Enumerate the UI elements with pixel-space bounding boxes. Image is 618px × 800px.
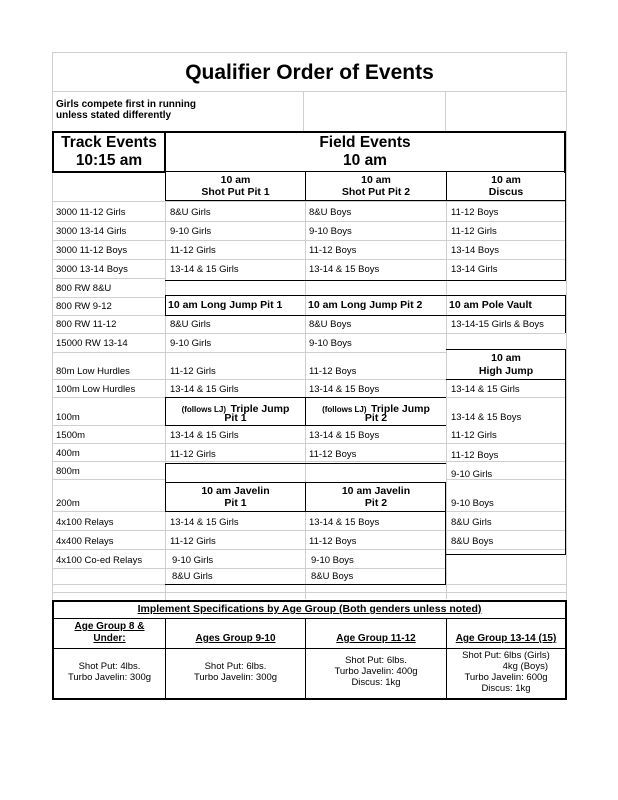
javelin-1-entry: 11-12 Girls	[170, 536, 216, 547]
triple-jump-1-follows: (follows LJ)	[181, 405, 227, 414]
specs-group-details	[54, 661, 165, 683]
triple-jump-1-entry: 13-14 & 15 Girls	[170, 430, 239, 441]
spec-line: 4kg (Boys)	[502, 661, 548, 672]
javelin-1-entry: 13-14 & 15 Girls	[170, 517, 239, 528]
high-jump-entry: 8&U Boys	[451, 536, 494, 547]
triple-jump-2-pit: Pit 2	[364, 412, 388, 424]
shot-put-2-entry: 8&U Boys	[309, 207, 352, 218]
field-events-heading: Field Events	[319, 134, 411, 151]
spec-line: Turbo Javelin: 600g	[464, 672, 548, 683]
discus-title: Discus	[488, 186, 524, 198]
spec-line: Turbo Javelin: 300g	[193, 672, 278, 683]
track-event: 800 RW 11-12	[56, 319, 117, 330]
high-jump-entry: 9-10 Boys	[451, 498, 494, 509]
spec-line: Turbo Javelin: 400g	[334, 666, 418, 677]
high-jump-title: High Jump	[478, 365, 534, 377]
discus-entry: 13-14 Boys	[451, 245, 500, 256]
discus-entry: 11-12 Boys	[451, 207, 499, 218]
triple-jump-2-title: Triple Jump	[370, 403, 430, 415]
track-event: 200m	[56, 498, 80, 509]
track-event: 3000 13-14 Girls	[56, 226, 127, 237]
specs-group-details	[306, 655, 446, 688]
long-jump-2-entry: 13-14 & 15 Boys	[309, 384, 380, 395]
specs-title: Implement Specifications by Age Group (Both genders unless noted)	[137, 603, 482, 615]
shot-put-2-time: 10 am	[361, 174, 391, 186]
specs-group-header	[54, 621, 165, 644]
track-events-heading: Track Events	[61, 134, 157, 151]
javelin-2-entry: 9-10 Boys	[311, 555, 354, 566]
long-jump-1-entry: 8&U Girls	[170, 319, 211, 330]
high-jump-entry: 8&U Girls	[451, 517, 492, 528]
specs-group-header: Age Group 13-14 (15)	[455, 633, 557, 644]
track-event: 100m Low Hurdles	[56, 384, 136, 395]
track-event: 1500m	[56, 430, 86, 441]
track-event: 3000 11-12 Boys	[56, 245, 128, 256]
track-event: 15000 RW 13-14	[56, 338, 128, 349]
track-events-time: 10:15 am	[75, 152, 143, 169]
high-jump-entry: 13-14 & 15 Boys	[451, 412, 522, 423]
discus-time: 10 am	[491, 174, 521, 186]
long-jump-1-title: 10 am Long Jump Pit 1	[168, 299, 283, 311]
shot-put-1-title: Shot Put Pit 1	[201, 186, 270, 198]
shot-put-1-entry: 11-12 Girls	[170, 245, 216, 256]
javelin-2-entry: 8&U Boys	[311, 571, 354, 582]
note-line-2: unless stated differently	[56, 110, 172, 121]
javelin-1-pit: Pit 1	[224, 497, 247, 509]
track-event: 3000 13-14 Boys	[56, 264, 128, 275]
javelin-2-pit: Pit 2	[364, 497, 388, 509]
triple-jump-2-follows: (follows LJ)	[322, 405, 367, 414]
specs-group-details	[166, 661, 305, 683]
shot-put-1-entry: 8&U Girls	[170, 207, 211, 218]
high-jump-entry: 9-10 Girls	[451, 469, 493, 480]
shot-put-1-time: 10 am	[220, 174, 251, 186]
spec-line: Shot Put: 6lbs.	[345, 655, 407, 666]
triple-jump-1-entry: 11-12 Girls	[170, 449, 216, 460]
track-event: 400m	[56, 448, 80, 459]
triple-jump-1-title: Triple Jump	[230, 403, 290, 415]
page-title: Qualifier Order of Events	[185, 61, 434, 84]
javelin-1-time: 10 am Javelin	[201, 485, 270, 497]
track-event: 800 RW 9-12	[56, 301, 112, 312]
spec-line: Discus: 1kg	[351, 677, 401, 688]
shot-put-1-entry: 9-10 Girls	[170, 226, 212, 237]
track-event: 800m	[56, 466, 80, 477]
track-event: 800 RW 8&U	[56, 283, 112, 294]
long-jump-2-entry: 8&U Boys	[309, 319, 352, 330]
javelin-1-entry: 8&U Girls	[172, 571, 213, 582]
javelin-2-time: 10 am Javelin	[341, 485, 411, 497]
javelin-1-entry: 9-10 Girls	[172, 555, 214, 566]
pole-vault-title: 10 am Pole Vault	[449, 299, 532, 311]
long-jump-1-entry: 9-10 Girls	[170, 338, 212, 349]
spec-line: Shot Put: 6lbs (Girls)	[462, 650, 550, 661]
specs-group-header-line: Under:	[93, 632, 126, 644]
high-jump-time: 10 am	[491, 352, 521, 364]
shot-put-1-entry: 13-14 & 15 Girls	[170, 264, 239, 275]
spec-line: Shot Put: 6lbs.	[204, 661, 267, 672]
shot-put-2-entry: 11-12 Boys	[309, 245, 357, 256]
discus-entry: 11-12 Girls	[451, 226, 497, 237]
shot-put-2-entry: 9-10 Boys	[309, 226, 352, 237]
javelin-2-entry: 11-12 Boys	[309, 536, 357, 547]
long-jump-1-entry: 13-14 & 15 Girls	[170, 384, 239, 395]
track-event: 100m	[56, 412, 80, 423]
high-jump-entry: 11-12 Girls	[451, 430, 497, 441]
specs-group-details	[447, 650, 565, 694]
discus-entry: 13-14 Girls	[451, 264, 498, 275]
track-event: 4x100 Co-ed Relays	[56, 555, 143, 566]
track-event: 4x400 Relays	[56, 536, 114, 547]
triple-jump-2-entry: 13-14 & 15 Boys	[309, 430, 380, 441]
specs-group-header: Ages Group 9-10	[195, 633, 276, 644]
long-jump-1-entry: 11-12 Girls	[170, 366, 216, 377]
long-jump-2-entry: 9-10 Boys	[309, 338, 352, 349]
spec-line: Shot Put: 4lbs.	[78, 661, 141, 672]
track-event: 3000 11-12 Girls	[56, 207, 126, 218]
specs-group-header: Age Group 11-12	[336, 633, 416, 644]
high-jump-entry: 13-14 & 15 Girls	[451, 384, 520, 395]
spec-line: Discus: 1kg	[481, 683, 531, 694]
triple-jump-1-pit: Pit 1	[224, 412, 247, 424]
track-event: 4x100 Relays	[56, 517, 114, 528]
long-jump-2-title: 10 am Long Jump Pit 2	[308, 299, 423, 311]
field-events-time: 10 am	[343, 152, 387, 169]
javelin-2-entry: 13-14 & 15 Boys	[309, 517, 380, 528]
high-jump-entry: 11-12 Boys	[451, 450, 499, 461]
shot-put-2-entry: 13-14 & 15 Boys	[309, 264, 380, 275]
note-line-1: Girls compete first in running	[56, 99, 197, 110]
long-jump-2-entry: 11-12 Boys	[309, 366, 357, 377]
triple-jump-2-entry: 11-12 Boys	[309, 449, 357, 460]
specs-group-header-line: Age Group 8 &	[74, 621, 145, 632]
shot-put-2-title: Shot Put Pit 2	[341, 186, 411, 198]
pole-vault-entry: 13-14-15 Girls & Boys	[451, 319, 544, 330]
spec-line: Turbo Javelin: 300g	[67, 672, 152, 683]
track-event: 80m Low Hurdles	[56, 366, 130, 377]
